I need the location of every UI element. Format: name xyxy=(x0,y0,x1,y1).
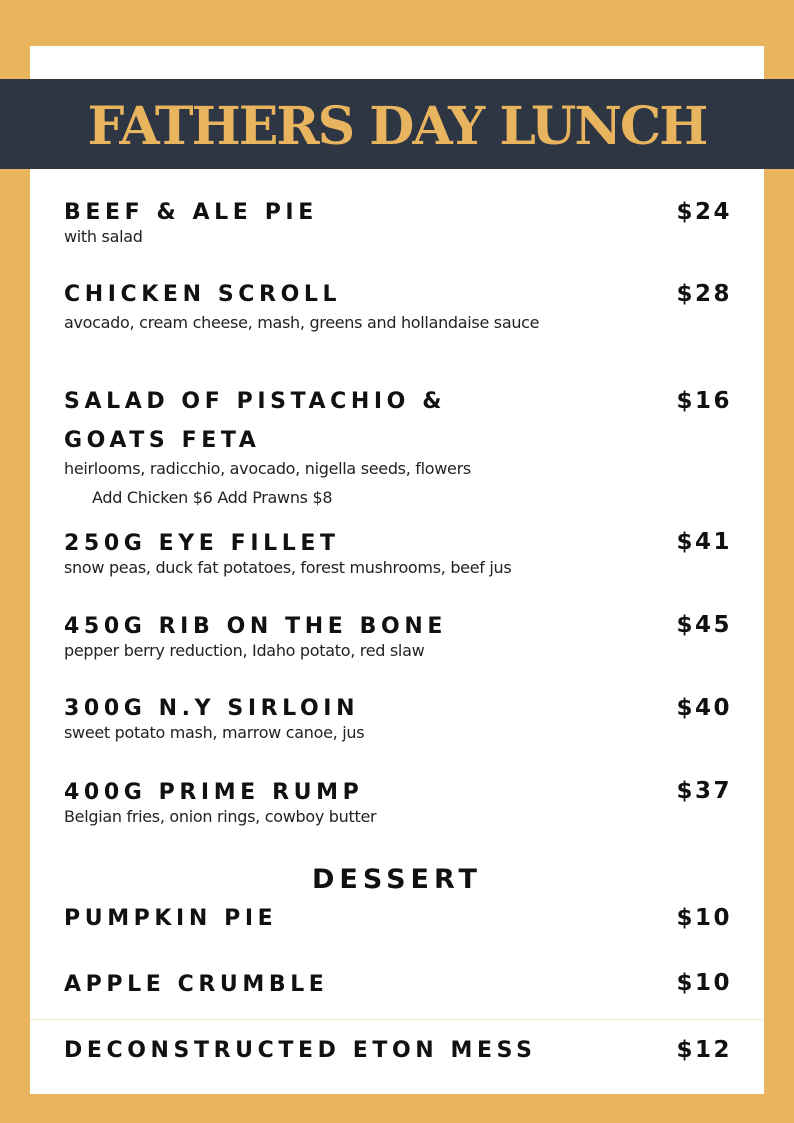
item-name: 300G N.Y SIRLOIN xyxy=(64,696,360,721)
item-price: $12 xyxy=(676,1037,732,1063)
divider xyxy=(30,1019,764,1020)
menu-item-salad xyxy=(64,382,734,512)
item-description: snow peas, duck fat potatoes, forest mushrooms, beef jus xyxy=(64,558,512,577)
item-name: 250G EYE FILLET xyxy=(64,531,340,556)
item-description: avocado, cream cheese, mash, greens and hollandaise sauce xyxy=(64,313,540,332)
item-price: $16 xyxy=(676,388,732,414)
item-price: $41 xyxy=(676,529,732,555)
dessert-item-pumpkin-pie xyxy=(64,899,734,938)
item-name: CHICKEN SCROLL xyxy=(64,282,342,307)
item-name: BEEF & ALE PIE xyxy=(64,200,318,225)
item-name: DECONSTRUCTED ETON MESS xyxy=(64,1038,537,1063)
item-description: heirlooms, radicchio, avocado, nigella seeds, flowers xyxy=(64,459,471,478)
dessert-item-apple-crumble xyxy=(64,965,734,1004)
item-description: with salad xyxy=(64,227,143,246)
dessert-item-eton-mess xyxy=(64,1031,734,1070)
item-price: $37 xyxy=(676,778,732,804)
item-price: $24 xyxy=(676,199,732,225)
dessert-heading: DESSERT xyxy=(312,864,482,895)
item-name: APPLE CRUMBLE xyxy=(64,972,329,997)
item-name: 450G RIB ON THE BONE xyxy=(64,614,447,639)
item-name: SALAD OF PISTACHIO & GOATS FETA xyxy=(64,389,446,453)
menu-title: FATHERS DAY LUNCH xyxy=(87,95,707,157)
menu-item-sirloin xyxy=(64,689,734,747)
item-price: $28 xyxy=(676,281,732,307)
menu-item-beef-ale-pie xyxy=(64,193,734,251)
item-price: $40 xyxy=(676,695,732,721)
menu-item-chicken-scroll xyxy=(64,275,734,337)
menu-item-rib-on-the-bone xyxy=(64,607,734,665)
item-extra: Add Chicken $6 Add Prawns $8 xyxy=(92,488,333,507)
item-price: $45 xyxy=(676,612,732,638)
item-description: sweet potato mash, marrow canoe, jus xyxy=(64,723,365,742)
item-name: 400G PRIME RUMP xyxy=(64,780,364,805)
menu-item-prime-rump xyxy=(64,773,734,831)
item-price: $10 xyxy=(676,905,732,931)
item-name: PUMPKIN PIE xyxy=(64,906,278,931)
menu-item-eye-fillet xyxy=(64,524,734,582)
item-description: Belgian fries, onion rings, cowboy butter xyxy=(64,807,377,826)
item-price: $10 xyxy=(676,970,732,996)
item-description: pepper berry reduction, Idaho potato, red slaw xyxy=(64,641,425,660)
title-banner xyxy=(0,79,794,169)
